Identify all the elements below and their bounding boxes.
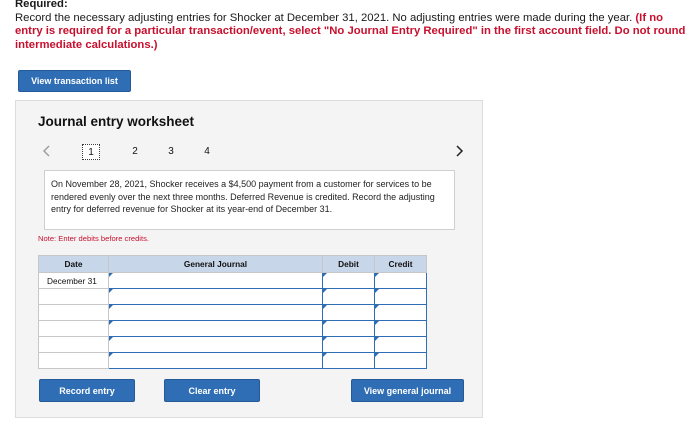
- general-journal-header: General Journal: [109, 256, 323, 273]
- dropdown-marker-icon: [375, 353, 379, 357]
- account-input[interactable]: [109, 353, 323, 369]
- instructions-text: Record the necessary adjusting entries for Shocker at December 31, 2021. No adjusting entries were made during the year.: [15, 11, 636, 24]
- tab-1[interactable]: 1: [82, 144, 100, 160]
- journal-entry-worksheet: [15, 100, 483, 418]
- journal-header-row: [39, 256, 427, 273]
- dropdown-marker-icon: [375, 337, 379, 341]
- chevron-right-icon[interactable]: [452, 144, 466, 158]
- debit-header: Debit: [323, 256, 375, 273]
- journal-table: [38, 255, 427, 369]
- date-cell: [39, 353, 109, 369]
- credit-input[interactable]: [375, 305, 427, 321]
- tab-3[interactable]: 3: [168, 146, 174, 157]
- credit-input[interactable]: [375, 289, 427, 305]
- dropdown-marker-icon: [323, 353, 327, 357]
- account-input[interactable]: [109, 305, 323, 321]
- table-row: [39, 305, 427, 321]
- table-row: [39, 321, 427, 337]
- dropdown-marker-icon: [323, 273, 327, 277]
- account-input[interactable]: [109, 273, 323, 289]
- dropdown-marker-icon: [109, 337, 113, 341]
- table-row: [39, 289, 427, 305]
- date-cell: [39, 305, 109, 321]
- dropdown-marker-icon: [109, 321, 113, 325]
- dropdown-marker-icon: [375, 305, 379, 309]
- debit-input[interactable]: [323, 353, 375, 369]
- worksheet-title: Journal entry worksheet: [38, 114, 195, 129]
- credit-input[interactable]: [375, 337, 427, 353]
- table-row: [39, 337, 427, 353]
- debit-input[interactable]: [323, 321, 375, 337]
- debit-input[interactable]: [323, 337, 375, 353]
- date-cell: [39, 337, 109, 353]
- dropdown-marker-icon: [109, 305, 113, 309]
- dropdown-marker-icon: [375, 273, 379, 277]
- note-text: Note: Enter debits before credits.: [38, 234, 150, 243]
- credit-input[interactable]: [375, 321, 427, 337]
- table-row: [39, 273, 427, 289]
- instructions: [15, 0, 690, 52]
- dropdown-marker-icon: [323, 337, 327, 341]
- debit-input[interactable]: [323, 305, 375, 321]
- credit-header: Credit: [375, 256, 427, 273]
- tab-4[interactable]: 4: [204, 146, 210, 157]
- clear-entry-button[interactable]: Clear entry: [164, 379, 260, 402]
- dropdown-marker-icon: [375, 321, 379, 325]
- credit-input[interactable]: [375, 353, 427, 369]
- dropdown-marker-icon: [109, 273, 113, 277]
- account-input[interactable]: [109, 289, 323, 305]
- transaction-description: On November 28, 2021, Shocker receives a $4,500 payment from a customer for services to be rendered evenly over the next three months. Deferred Revenue is credited. Record the adjusting entry for deferred revenue for Shocker at its year-end of December 31.: [44, 170, 455, 230]
- dropdown-marker-icon: [323, 305, 327, 309]
- required-label: Required:: [15, 0, 68, 10]
- date-cell: [39, 321, 109, 337]
- dropdown-marker-icon: [323, 289, 327, 293]
- instructions-emphasis: (If no entry is required for a particular transaction/event, select "No Journal Entry Required" in the first account field. Do not round intermediate calculations.): [15, 11, 686, 51]
- view-transaction-list-button[interactable]: View transaction list: [18, 70, 131, 92]
- date-cell: [39, 289, 109, 305]
- date-header: Date: [39, 256, 109, 273]
- credit-input[interactable]: [375, 273, 427, 289]
- tab-2[interactable]: 2: [132, 146, 138, 157]
- dropdown-marker-icon: [323, 321, 327, 325]
- debit-input[interactable]: [323, 273, 375, 289]
- account-input[interactable]: [109, 321, 323, 337]
- table-row: [39, 353, 427, 369]
- view-general-journal-button[interactable]: View general journal: [351, 379, 464, 402]
- account-input[interactable]: [109, 337, 323, 353]
- dropdown-marker-icon: [375, 289, 379, 293]
- dropdown-marker-icon: [109, 353, 113, 357]
- debit-input[interactable]: [323, 289, 375, 305]
- chevron-left-icon[interactable]: [40, 144, 54, 158]
- dropdown-marker-icon: [109, 289, 113, 293]
- date-cell: December 31: [39, 273, 109, 289]
- record-entry-button[interactable]: Record entry: [39, 379, 135, 402]
